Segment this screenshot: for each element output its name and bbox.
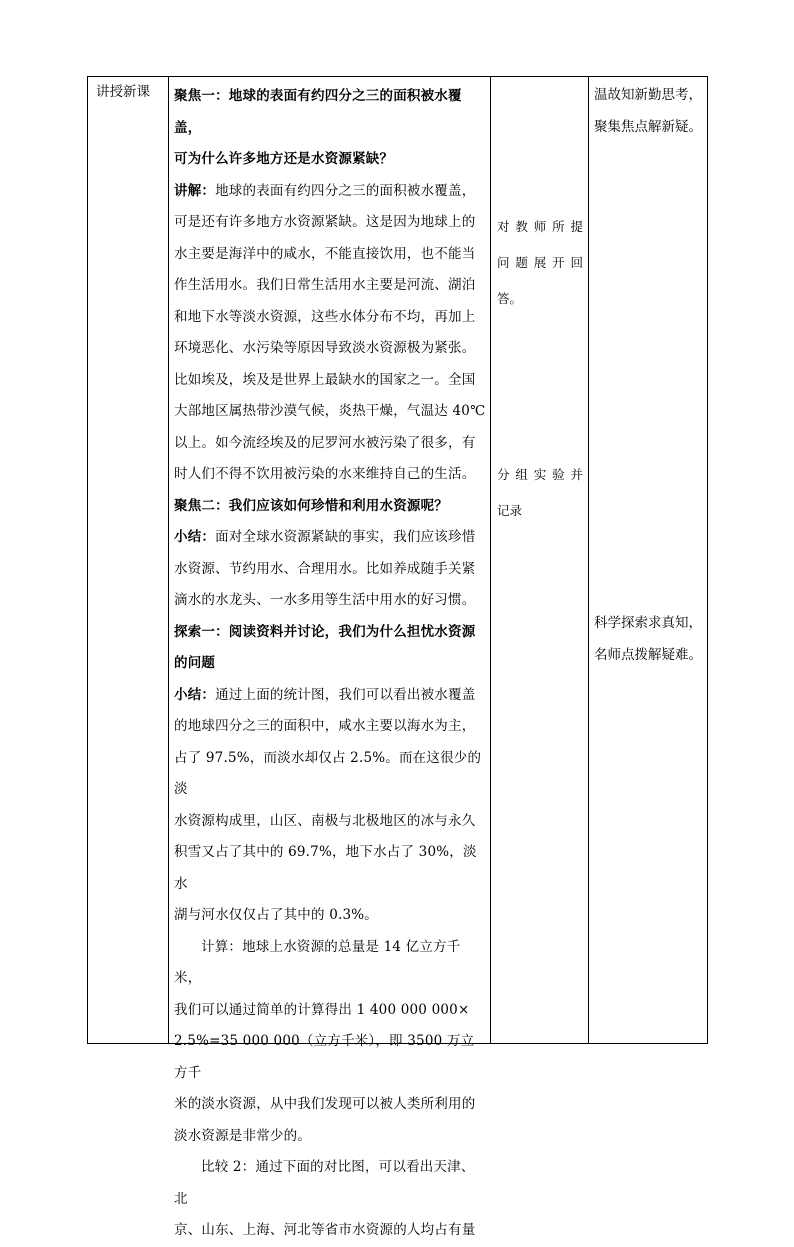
student-activity-block bbox=[497, 209, 583, 317]
explore1-line: 湖与河水仅仅占了其中的 0.3%。 bbox=[174, 907, 378, 923]
focus2-line: 水资源、节约用水、合理用水。比如养成随手关紧 bbox=[174, 560, 476, 577]
explore1-line: 占了 97.5%，而淡水却仅占 2.5%。而在这很少的淡 bbox=[174, 749, 482, 797]
explore1-title: 探索一：阅读资料并讨论，我们为什么担忧水资源 bbox=[174, 623, 476, 640]
calc-line: 淡水资源是非常少的。 bbox=[174, 1127, 311, 1144]
focus1-line: 可是还有许多地方水资源紧缺。这是因为地球上的 bbox=[174, 214, 476, 230]
stage-cell bbox=[88, 77, 169, 1044]
calc-line: 2.5%=35 000 000（立方千米），即 3500 万立方千 bbox=[174, 1033, 475, 1081]
intent-line: 温故知新勤思考， bbox=[594, 87, 702, 103]
intent-line: 名师点拨解疑难。 bbox=[594, 646, 702, 663]
student-activity-cell bbox=[491, 77, 589, 1044]
intent-line: 聚集焦点解新疑。 bbox=[594, 118, 702, 135]
design-intent-block bbox=[594, 608, 706, 671]
focus1-line: 作生活用水。我们日常生活用水主要是河流、湖泊 bbox=[174, 277, 476, 293]
teacher-activity-content bbox=[174, 81, 486, 1247]
teacher-activity-cell bbox=[169, 77, 491, 1238]
focus1-line: 讲解：地球的表面有约四分之三的面积被水覆盖， bbox=[174, 182, 476, 199]
focus1-line: 以上。如今流经埃及的尼罗河水被污染了很多，有 bbox=[174, 434, 476, 451]
stage-label: 讲授新课 bbox=[96, 84, 150, 100]
focus1-line: 环境恶化、水污染等原因导致淡水资源极为紧张。 bbox=[174, 340, 476, 356]
focus2-label: 小结： bbox=[174, 529, 216, 545]
focus1-title: 可为什么许多地方还是水资源紧缺？ bbox=[174, 151, 394, 167]
explore1-line: 积雪又占了其中的 69.7%，地下水占了 30%，淡水 bbox=[174, 844, 477, 892]
student-line: 答。 bbox=[497, 291, 523, 306]
table-row bbox=[88, 77, 708, 1044]
student-line: 分组实验并 bbox=[497, 467, 583, 482]
focus1-line: 和地下水等淡水资源，这些水体分布不均，再加上 bbox=[174, 308, 476, 325]
focus1-line: 比如埃及，埃及是世界上最缺水的国家之一。全国 bbox=[174, 371, 476, 388]
calc-line: 我们可以通过简单的计算得出 1 400 000 000× bbox=[174, 1001, 470, 1018]
calc-line: 计算：地球上水资源的总量是 14 亿立方千米， bbox=[174, 938, 461, 986]
focus1-line: 时人们不得不饮用被污染的水来维持自己的生活。 bbox=[174, 466, 476, 482]
explore1-label: 小结： bbox=[174, 686, 216, 703]
student-line: 问题展开回 bbox=[497, 255, 583, 270]
focus2-title: 聚焦二：我们应该如何珍惜和利用水资源呢？ bbox=[174, 497, 448, 514]
lesson-plan-table bbox=[87, 76, 708, 1238]
design-intent-cell bbox=[589, 77, 708, 1044]
explore1-title: 的问题 bbox=[174, 655, 216, 671]
explore1-line: 小结：通过上面的统计图，我们可以看出被水覆盖 bbox=[174, 686, 476, 703]
student-activity-block bbox=[497, 457, 583, 529]
explore1-line: 的地球四分之三的面积中，咸水主要以海水为主， bbox=[174, 718, 476, 734]
focus2-line: 小结：面对全球水资源紧缺的事实，我们应该珍惜 bbox=[174, 529, 476, 545]
compare-line: 京、山东、上海、河北等省市水资源的人均占有量 bbox=[174, 1222, 476, 1238]
student-line: 对教师所提 bbox=[497, 219, 583, 234]
calc-line: 米的淡水资源，从中我们发现可以被人类所利用的 bbox=[174, 1096, 476, 1112]
focus1-line: 大部地区属热带沙漠气候，炎热干燥，气温达 40℃ bbox=[174, 403, 486, 419]
compare-line: 比较 2：通过下面的对比图，可以看出天津、北 bbox=[174, 1159, 475, 1207]
intent-line: 科学探索求真知， bbox=[594, 615, 702, 631]
focus2-line: 滴水的水龙头、一水多用等生活中用水的好习惯。 bbox=[174, 592, 476, 608]
explore1-line: 水资源构成里，山区、南极与北极地区的冰与永久 bbox=[174, 812, 476, 829]
focus1-title: 聚焦一：地球的表面有约四分之三的面积被水覆盖， bbox=[174, 88, 462, 136]
design-intent-block bbox=[594, 80, 706, 143]
student-line: 记录 bbox=[497, 503, 523, 518]
focus1-label: 讲解： bbox=[174, 182, 216, 199]
focus1-line: 水主要是海洋中的咸水，不能直接饮用，也不能当 bbox=[174, 245, 476, 262]
